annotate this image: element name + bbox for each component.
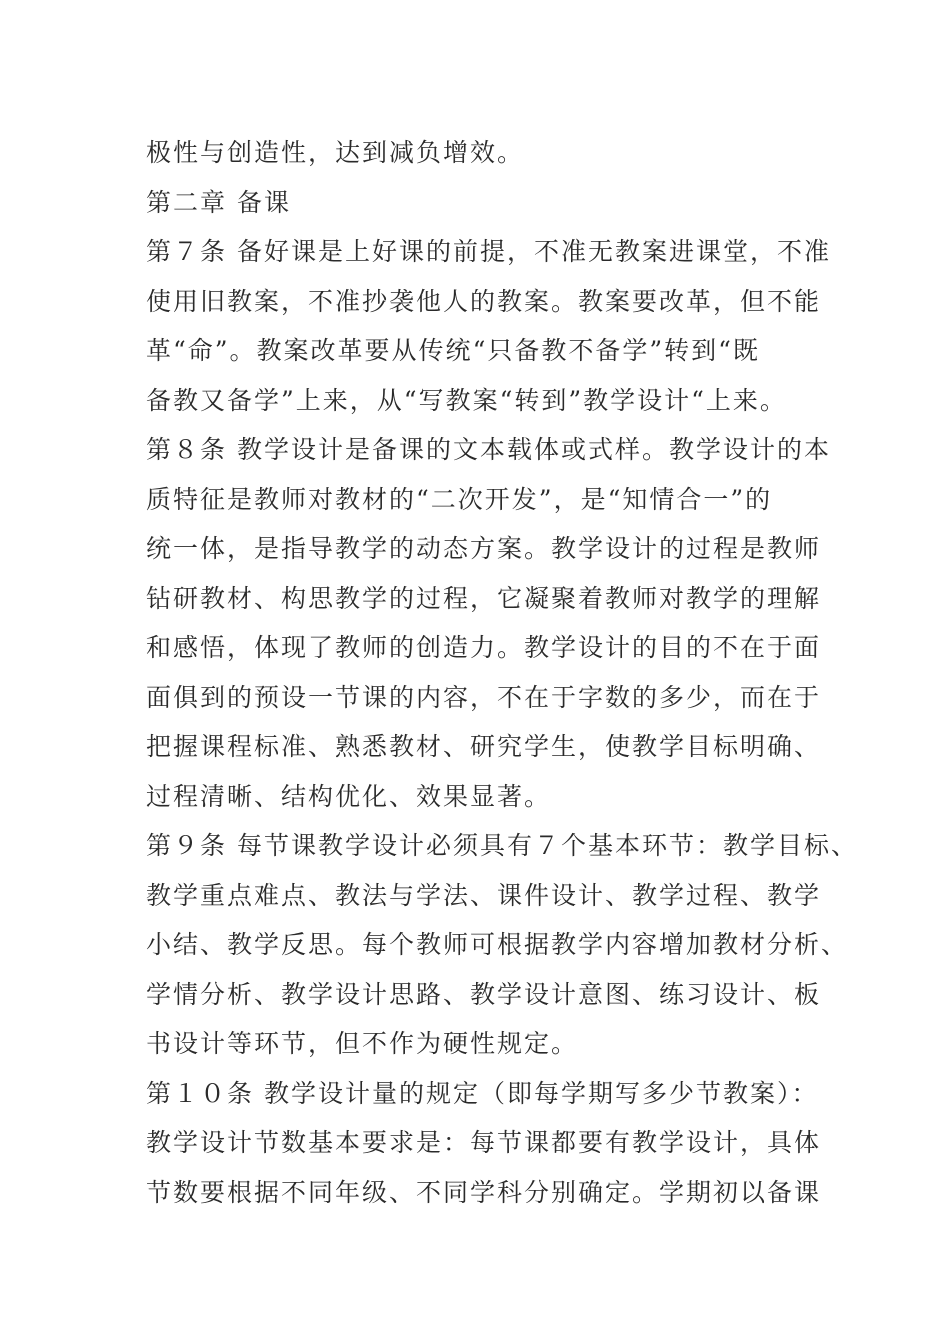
article-9-line-4: 学情分析、教学设计思路、教学设计意图、练习设计、板 — [146, 979, 822, 1009]
article-8-line-1: 第８条 教学设计是备课的文本载体或式样。教学设计的本 — [146, 435, 831, 464]
article-9-line-1: 第９条 每节课教学设计必须具有７个基本环节：教学目标、 — [146, 831, 858, 860]
article-9-line-2: 教学重点难点、教法与学法、课件设计、教学过程、教学 — [146, 880, 822, 910]
article-7-line-1: 第７条 备好课是上好课的前提，不准无教案进课堂，不准 — [146, 237, 831, 266]
article-9-line-3: 小结、教学反思。每个教师可根据教学内容增加教材分析、 — [146, 930, 849, 959]
document-body — [146, 128, 858, 1217]
article-10-line-2: 教学设计节数基本要求是：每节课都要有教学设计，具体 — [146, 1128, 822, 1157]
article-8-line-2: 质特征是教师对教材的“二次开发”，是“知情合一”的 — [146, 484, 773, 514]
article-8-line-3: 统一体，是指导教学的动态方案。教学设计的过程是教师 — [146, 534, 822, 563]
text-line-1: 极性与创造性，达到减负增效。 — [146, 138, 525, 167]
article-8-line-7: 把握课程标准、熟悉教材、研究学生，使教学目标明确、 — [146, 732, 822, 761]
article-7-line-2: 使用旧教案，不准抄袭他人的教案。教案要改革，但不能 — [146, 286, 822, 316]
chapter-heading: 第二章 备课 — [146, 187, 291, 217]
article-8-line-4: 钻研教材、构思教学的过程，它凝聚着教师对教学的理解 — [146, 583, 822, 613]
article-9-line-5: 书设计等环节，但不作为硬性规定。 — [146, 1029, 579, 1058]
article-7-line-4: 备教又备学”上来，从“写教案“转到”教学设计“上来。 — [146, 385, 787, 415]
article-10-line-3: 节数要根据不同年级、不同学科分别确定。学期初以备课 — [146, 1177, 822, 1207]
article-8-line-8: 过程清晰、结构优化、效果显著。 — [146, 781, 552, 811]
article-7-line-3: 革“命”。教案改革要从传统“只备教不备学”转到“既 — [146, 336, 760, 365]
article-8-line-5: 和感悟，体现了教师的创造力。教学设计的目的不在于面 — [146, 633, 822, 662]
article-8-line-6: 面俱到的预设一节课的内容，不在于字数的多少，而在于 — [146, 682, 822, 712]
article-10-line-1: 第１０条 教学设计量的规定（即每学期写多少节教案）： — [146, 1078, 819, 1108]
